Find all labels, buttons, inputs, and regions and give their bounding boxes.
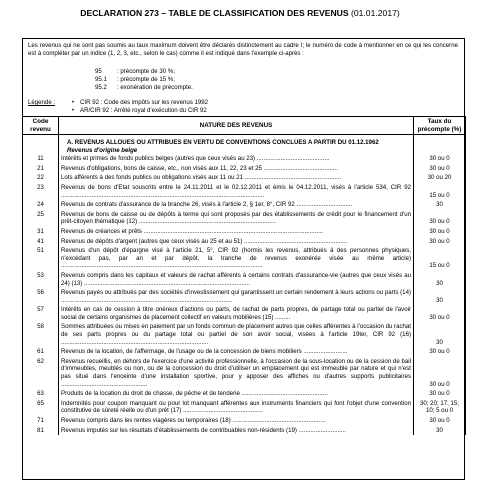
revenue-description: Indemnités pour coupon manquant ou pour lot manquant afférentes aux instruments financiers qui font l'objet d'une convention constitutive de sûreté réelle ou d'un prêt (17) ............................................... [59, 399, 414, 416]
revenue-code: 25 [23, 210, 59, 227]
example-code-row [95, 76, 193, 84]
revenue-description: Revenus de dépôts d'argent (autres que ceux visés au 25 et au 51) ............................................................. [59, 237, 414, 247]
revenue-description: Revenus de contrats d'assurance de la branche 26, visés à l'article 2, § 1er, 8°, CIR 92 ................................. [59, 200, 414, 210]
table-row [23, 164, 466, 174]
revenue-code: 56 [23, 288, 59, 305]
withholding-rate: 30 ou 0 [414, 227, 466, 237]
table-row [23, 246, 466, 271]
revenue-code: 81 [23, 426, 59, 436]
bullet-icon: • [71, 107, 75, 114]
header-taux: Taux du précompte (%) [414, 117, 466, 135]
table-row [23, 237, 466, 247]
table-row [23, 322, 466, 347]
revenue-description: Revenus d'obligations, bons de caisse, etc., non visés aux 11, 22, 23 et 25 ............................................ [59, 164, 414, 174]
table-row [23, 227, 466, 237]
revenue-code: 24 [23, 200, 59, 210]
revenue-code: 62 [23, 357, 59, 389]
revenue-code: 21 [23, 164, 59, 174]
table-header-row [23, 117, 466, 135]
empty-cell [414, 135, 466, 147]
section-heading: A. REVENUS ALLOUES OU ATTRIBUES EN VERTU DE CONVENTIONS CONCLUES A PARTIR DU 01.12.1962 [59, 135, 414, 147]
table-row [23, 154, 466, 164]
subsection-row [23, 147, 466, 155]
header-code: Code revenu [23, 117, 59, 135]
document-title [0, 8, 480, 18]
title-main: DECLARATION 273 – TABLE DE CLASSIFICATION DES REVENUS [80, 8, 349, 18]
legend-row [28, 99, 208, 107]
table-row [23, 389, 466, 399]
withholding-rate: 30 ou 0 [414, 237, 466, 247]
revenue-classification-table [22, 116, 466, 435]
bullet-icon: • [71, 99, 75, 106]
withholding-rate: 30 ou 0 [414, 305, 466, 322]
revenue-code: 71 [23, 416, 59, 426]
table-row [23, 347, 466, 357]
example-code: 95 [95, 68, 102, 75]
empty-cell [23, 147, 59, 155]
revenue-description: Revenus de bons de caisse ou de dépôts à terme qui sont proposés par des établissements de crédit pour le financement d'un prêt-citoyen thématique (12) ................................................................................. [59, 210, 414, 227]
withholding-rate: 30 ou 0 [414, 389, 466, 399]
revenue-description: Revenus imputés sur les résultats d'établissements de contribuables non-résidents (19) ............................ [59, 426, 414, 436]
withholding-rate: 30 ou 0 [414, 357, 466, 389]
example-code: 95.1 [95, 76, 107, 83]
revenue-description: Revenus payés ou attribués par des sociétés d'investissement qui garantissent un certain rendement à leurs actions ou parts (14) ..................................................................................................... [59, 288, 414, 305]
withholding-rate: 30 [414, 200, 466, 210]
withholding-rate: 30 [414, 426, 466, 436]
withholding-rate: 15 ou 0 [414, 183, 466, 200]
legend-row [28, 107, 208, 115]
revenue-description: Lots afférents à des fonds publics ou obligations visés aux 11 ou 21 ......................................................... [59, 173, 414, 183]
withholding-rate: 15 ou 0 [414, 246, 466, 271]
revenue-description: Revenus d'un dépôt d'épargne visé à l'article 21, 5°, CIR 92 (hormis les revenus, attribués à des personnes physiques, n'excédant pas, par an et par dépôt, la tranche de revenus exonérée visée au même article) ....................................................................................................................... [59, 246, 414, 271]
revenue-code: 41 [23, 237, 59, 247]
revenue-code: 53 [23, 271, 59, 288]
withholding-rate: 30 [414, 271, 466, 288]
subsection-heading: Revenus d'origine belge [59, 147, 414, 155]
legend-item: AR/CIR 92 : Arrêté royal d'exécution du CIR 92 [80, 107, 207, 114]
table-row [23, 210, 466, 227]
withholding-rate: 30 ou 0 [414, 154, 466, 164]
withholding-rate: 30 ou 0 [414, 347, 466, 357]
revenue-code: 11 [23, 154, 59, 164]
revenue-description: Revenus de la location, de l'affermage, de l'usage ou de la concession de biens mobiliers .......................... [59, 347, 414, 357]
withholding-rate: 30 ou 20 [414, 173, 466, 183]
table-row [23, 399, 466, 416]
intro-text: Les revenus qui ne sont pas soumis au taux maximum doivent être déclarés distinctement au cadre I; le numéro de code à mentionner en ce qui les concerne est à compléter par un indice (1, 2, 3, etc., selon le cas) comme il est indiqué dans l'exemple ci-après : [28, 42, 458, 57]
withholding-rate: 30; 20; 17; 15; 10; 5 ou 0 [414, 399, 466, 416]
example-code: 95.2 [95, 84, 107, 91]
revenue-code: 65 [23, 399, 59, 416]
legend [28, 99, 208, 115]
table-row [23, 271, 466, 288]
title-date: (01.01.2017) [351, 8, 400, 18]
revenue-description: Revenus compris dans les rentes viagères ou temporaires (18) ....................................................... [59, 416, 414, 426]
revenue-description: Intérêts en cas de cession à titre onéreux d'actions ou parts, de rachat de parts propres, de partage total ou partiel de l'avoir social de certains organismes de placement collectif en valeurs mobilières (15) ......... [59, 305, 414, 322]
revenue-code: 61 [23, 347, 59, 357]
empty-cell [23, 135, 59, 147]
withholding-rate: 30 ou 0 [414, 210, 466, 227]
table-row [23, 416, 466, 426]
revenue-description: Revenus de créances et prêts .......................................................................................................... [59, 227, 414, 237]
header-nature: NATURE DES REVENUS [59, 117, 414, 135]
table-row [23, 183, 466, 200]
legend-item: CIR 92 : Code des impôts sur les revenus 1992 [80, 99, 209, 106]
revenue-code: 58 [23, 322, 59, 347]
revenue-description: Revenus de bons d'Etat souscrits entre le 24.11.2011 et le 02.12.2011 et émis le 04.12.2011, visés à l'article 534, CIR 92 ........................................................................................................................ [59, 183, 414, 200]
revenue-code: 23 [23, 183, 59, 200]
table-body [23, 135, 466, 436]
revenue-code: 22 [23, 173, 59, 183]
example-code-text: : exonération de précompte. [117, 84, 193, 91]
table-row [23, 200, 466, 210]
withholding-rate: 30 ou 0 [414, 164, 466, 174]
revenue-code: 57 [23, 305, 59, 322]
section-row [23, 135, 466, 147]
empty-cell [414, 147, 466, 155]
withholding-rate: 30 [414, 322, 466, 347]
revenue-description: Revenus compris dans les capitaux et valeurs de rachat afférents à certains contrats d'assurance-vie (autres que ceux visés au 24) (13) .................................................................................................. [59, 271, 414, 288]
revenue-code: 31 [23, 227, 59, 237]
example-codes [95, 68, 193, 92]
revenue-description: Produits de la location du droit de chasse, de pêche et de tenderie ................................................... [59, 389, 414, 399]
legend-label: Légende : [28, 99, 56, 106]
example-code-text: : précompte de 15 %; [117, 76, 175, 83]
table-row [23, 173, 466, 183]
table-row [23, 357, 466, 389]
withholding-rate: 30 ou 0 [414, 416, 466, 426]
example-code-text: : précompte de 30 %; [117, 68, 175, 75]
classification-frame [22, 38, 465, 480]
table-row [23, 426, 466, 436]
revenue-description: Revenus recueillis, en dehors de l'exercice d'une activité professionnelle, à l'occasion de la sous-location ou de la cession de bail d'immeubles, meublés ou non, ou de la concession du droit d'utiliser un emplacement qui est immeuble par nature et qui n'est pas situé dans l'enceinte d'une installation sportive, pour y apposer des affiches ou d'autres supports publicitaires ................................................... [59, 357, 414, 389]
example-code-row [95, 68, 193, 76]
withholding-rate: 30 [414, 288, 466, 305]
revenue-code: 63 [23, 389, 59, 399]
table-row [23, 288, 466, 305]
table-row [23, 305, 466, 322]
revenue-description: Sommes attribuées ou mises en paiement par un fonds commun de placement autres que celles afférentes à l'occasion du rachat de ses parts propres ou du partage total ou partiel de son avoir social, visées à l'article 19ter, CIR 92 (16) ....................................................................................... [59, 322, 414, 347]
example-code-row [95, 84, 193, 92]
revenue-description: Intérêts et primes de fonds publics belges (autres que ceux visés au 23) ........................................... [59, 154, 414, 164]
revenue-code: 51 [23, 246, 59, 271]
